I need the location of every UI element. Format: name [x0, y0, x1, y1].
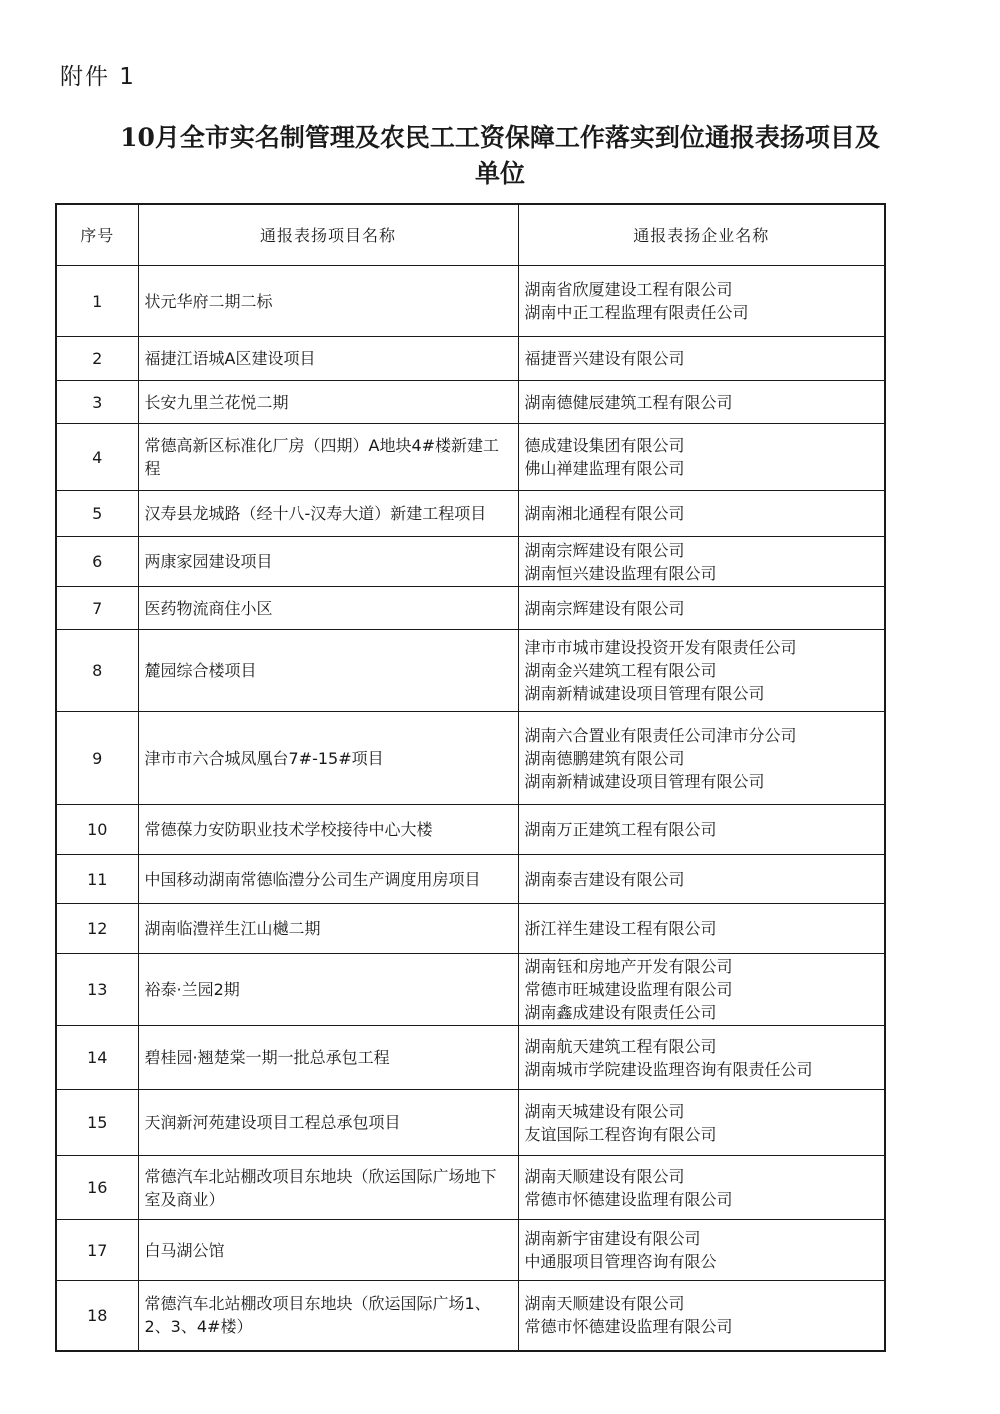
project-name: 中国移动湖南常德临澧分公司生产调度用房项目 [138, 855, 518, 904]
project-name: 常德汽车北站棚改项目东地块（欣运国际广场1、2、3、4#楼） [138, 1281, 518, 1351]
row-number: 14 [56, 1026, 138, 1090]
company-name: 湖南宗辉建设有限公司 [524, 540, 685, 560]
company-name: 湖南天顺建设有限公司 [524, 1166, 685, 1186]
row-number: 4 [56, 424, 138, 491]
company-name: 湖南万正建筑工程有限公司 [524, 820, 717, 839]
table-row [56, 1026, 885, 1090]
company-name: 津市市城市建设投资开发有限责任公司 [524, 638, 797, 657]
row-number: 15 [56, 1090, 138, 1156]
project-name: 碧桂园·翘楚棠一期一批总承包工程 [138, 1026, 518, 1090]
row-number: 11 [56, 855, 138, 904]
company-names [518, 904, 885, 954]
company-name: 福捷晋兴建设有限公司 [524, 349, 685, 368]
company-name: 友谊国际工程咨询有限公司 [524, 1124, 717, 1144]
project-name: 状元华府二期二标 [138, 266, 518, 337]
table-row [56, 712, 885, 805]
company-name: 湖南钰和房地产开发有限公司 [524, 957, 733, 976]
company-names [518, 1220, 885, 1281]
project-name: 医药物流商住小区 [138, 587, 518, 630]
company-name: 常德市旺城建设监理有限公司 [524, 980, 733, 999]
table-row [56, 1156, 885, 1220]
row-number: 16 [56, 1156, 138, 1220]
company-name: 湖南天城建设有限公司 [524, 1101, 685, 1121]
attachment-label: 附件 1 [60, 64, 136, 90]
row-number: 1 [56, 266, 138, 337]
table-row [56, 491, 885, 537]
project-name: 白马湖公馆 [138, 1220, 518, 1281]
company-name: 湖南新精诚建设项目管理有限公司 [524, 771, 765, 791]
company-name: 湖南鑫成建设有限责任公司 [524, 1003, 717, 1022]
company-name: 湖南航天建筑工程有限公司 [524, 1036, 717, 1056]
row-number: 6 [56, 537, 138, 587]
document-title [40, 120, 960, 192]
row-number: 8 [56, 630, 138, 712]
company-name: 湖南省欣厦建设工程有限公司 [524, 280, 733, 299]
commendation-table [55, 203, 886, 1352]
company-name: 德成建设集团有限公司 [524, 436, 685, 455]
company-name: 湖南金兴建筑工程有限公司 [524, 661, 717, 680]
company-names [518, 855, 885, 904]
project-name: 津市市六合城凤凰台7#-15#项目 [138, 712, 518, 805]
table-row [56, 954, 885, 1026]
company-names [518, 537, 885, 587]
row-number: 12 [56, 904, 138, 954]
company-names [518, 1281, 885, 1351]
company-names [518, 381, 885, 424]
table-row [56, 855, 885, 904]
table-row [56, 381, 885, 424]
project-name: 两康家园建设项目 [138, 537, 518, 587]
table-row [56, 630, 885, 712]
table-row [56, 266, 885, 337]
company-name: 佛山禅建监理有限公司 [524, 459, 685, 478]
company-name: 湖南天顺建设有限公司 [524, 1294, 685, 1314]
title-line-2: 单位 [474, 159, 525, 188]
company-name: 浙江祥生建设工程有限公司 [524, 919, 717, 938]
company-name: 湖南恒兴建设监理有限公司 [524, 563, 717, 583]
company-name: 湖南宗辉建设有限公司 [524, 598, 685, 618]
table-row [56, 1090, 885, 1156]
row-number: 9 [56, 712, 138, 805]
company-names [518, 1026, 885, 1090]
company-names [518, 491, 885, 537]
table-row [56, 1220, 885, 1281]
company-name: 湖南城市学院建设监理咨询有限责任公司 [524, 1059, 813, 1079]
project-name: 常德高新区标准化厂房（四期）A地块4#楼新建工程 [138, 424, 518, 491]
company-names [518, 805, 885, 855]
company-name: 湖南湘北通程有限公司 [524, 504, 685, 523]
company-names [518, 337, 885, 381]
row-number: 18 [56, 1281, 138, 1351]
company-names [518, 587, 885, 630]
title-line-1: 10月全市实名制管理及农民工工资保障工作落实到位通报表扬项目及 [120, 123, 880, 152]
row-number: 5 [56, 491, 138, 537]
company-name: 常德市怀德建设监理有限公司 [524, 1317, 733, 1337]
company-names [518, 1156, 885, 1220]
company-names [518, 1090, 885, 1156]
company-name: 湖南新宇宙建设有限公司 [524, 1229, 701, 1248]
company-name: 湖南中正工程监理有限责任公司 [524, 303, 749, 322]
table-row [56, 337, 885, 381]
table-body [56, 266, 885, 1351]
column-header-project: 通报表扬项目名称 [138, 204, 518, 266]
company-names [518, 424, 885, 491]
project-name: 裕泰·兰园2期 [138, 954, 518, 1026]
project-name: 麓园综合楼项目 [138, 630, 518, 712]
row-number: 3 [56, 381, 138, 424]
company-name: 常德市怀德建设监理有限公司 [524, 1189, 733, 1209]
company-names [518, 266, 885, 337]
row-number: 2 [56, 337, 138, 381]
table-row [56, 805, 885, 855]
company-name: 湖南德鹏建筑有限公司 [524, 748, 685, 768]
table-row [56, 424, 885, 491]
project-name: 汉寿县龙城路（经十八-汉寿大道）新建工程项目 [138, 491, 518, 537]
table-row [56, 1281, 885, 1351]
company-names [518, 954, 885, 1026]
row-number: 7 [56, 587, 138, 630]
project-name: 常德葆力安防职业技术学校接待中心大楼 [138, 805, 518, 855]
column-header-seq: 序号 [56, 204, 138, 266]
company-name: 湖南新精诚建设项目管理有限公司 [524, 684, 765, 703]
table-row [56, 587, 885, 630]
column-header-company: 通报表扬企业名称 [518, 204, 885, 266]
project-name: 湖南临澧祥生江山樾二期 [138, 904, 518, 954]
table-header-row [56, 204, 885, 266]
company-name: 湖南泰吉建设有限公司 [524, 869, 685, 889]
company-name: 湖南德健辰建筑工程有限公司 [524, 392, 733, 412]
project-name: 福捷江语城A区建设项目 [138, 337, 518, 381]
company-name: 湖南六合置业有限责任公司津市分公司 [524, 725, 797, 745]
project-name: 常德汽车北站棚改项目东地块（欣运国际广场地下室及商业） [138, 1156, 518, 1220]
row-number: 10 [56, 805, 138, 855]
table-row [56, 904, 885, 954]
company-names [518, 630, 885, 712]
project-name: 长安九里兰花悦二期 [138, 381, 518, 424]
project-name: 天润新河苑建设项目工程总承包项目 [138, 1090, 518, 1156]
row-number: 13 [56, 954, 138, 1026]
table-row [56, 537, 885, 587]
company-names [518, 712, 885, 805]
row-number: 17 [56, 1220, 138, 1281]
company-name: 中通服项目管理咨询有限公 [524, 1252, 717, 1271]
